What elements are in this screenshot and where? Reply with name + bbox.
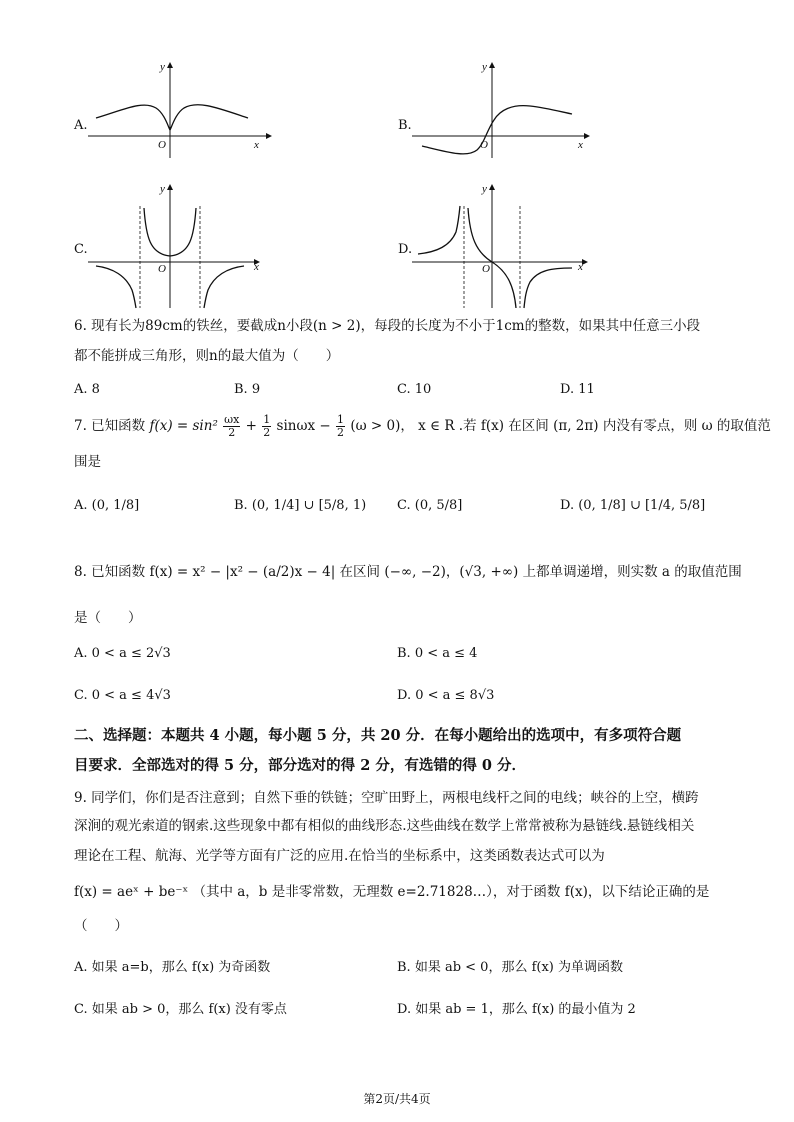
q7-mid: sinωx −	[276, 418, 331, 434]
q7-option-c: C. (0, 5/8]	[397, 498, 463, 513]
q6-line2: 都不能拼成三角形，则n的最大值为（ ）	[74, 348, 340, 364]
q8-option-b: B. 0 < a ≤ 4	[397, 646, 478, 661]
q8-option-d: D. 0 < a ≤ 8√3	[397, 688, 495, 703]
q7-prefix: 7. 已知函数	[74, 418, 146, 434]
q9-line4: f(x) = aeˣ + be⁻ˣ （其中 a，b 是非零常数，无理数 e=2.71828…），对于函数 f(x)，以下结论正确的是	[74, 884, 710, 900]
option-c-label: C.	[74, 242, 88, 257]
q7-frac1: $\frac{\omega x}{2}$	[224, 413, 240, 439]
q9-option-c: C. 如果 ab > 0，那么 f(x) 没有零点	[74, 1002, 287, 1017]
x-axis-label: x	[254, 261, 259, 273]
q9-line2: 深涧的观光索道的钢索.这些现象中都有相似的曲线形态.这些曲线在数学上常常被称为悬链线.悬链线相关	[74, 818, 695, 834]
y-axis-label: y	[482, 61, 487, 73]
origin-label: O	[158, 139, 166, 151]
q8-option-a: A. 0 < a ≤ 2√3	[74, 646, 171, 661]
graph-d	[412, 182, 597, 310]
q8-option-c: C. 0 < a ≤ 4√3	[74, 688, 171, 703]
y-axis-label: y	[160, 183, 165, 195]
q8-line2: 是（ ）	[74, 610, 142, 626]
q7-cond: (ω > 0)， x ∈ R .若 f(x) 在区间 (π, 2π) 内没有零点，则 ω 的取值范	[350, 418, 771, 434]
origin-label: O	[158, 263, 166, 275]
q6-option-a: A. 8	[74, 382, 100, 397]
section2-line1: 二、选择题：本题共 4 小题，每小题 5 分，共 20 分．在每小题给出的选项中，有多项符合题	[74, 727, 682, 744]
option-a-label: A.	[74, 118, 88, 133]
q7-line2: 围是	[74, 454, 101, 470]
q6-option-c: C. 10	[397, 382, 432, 397]
q9-option-b: B. 如果 ab < 0，那么 f(x) 为单调函数	[397, 960, 624, 975]
q7-option-d: D. (0, 1/8] ∪ [1/4, 5/8]	[560, 498, 706, 513]
graph-b	[412, 60, 597, 160]
q9-line3: 理论在工程、航海、光学等方面有广泛的应用.在恰当的坐标系中，这类函数表达式可以为	[74, 848, 605, 864]
q9-line5: （ ）	[74, 918, 128, 934]
origin-label: O	[480, 139, 488, 151]
x-axis-label: x	[578, 261, 583, 273]
q6-line1: 6. 现有长为89cm的铁丝，要截成n小段(n > 2)，每段的长度为不小于1cm的整数，如果其中任意三小段	[74, 318, 701, 334]
q7-plus: +	[245, 418, 257, 434]
y-axis-label: y	[482, 183, 487, 195]
graph-c	[88, 182, 273, 310]
x-axis-label: x	[254, 139, 259, 151]
q7-line1	[74, 414, 771, 439]
q9-line1: 9. 同学们，你们是否注意到；自然下垂的铁链；空旷田野上，两根电线杆之间的电线；峡谷的上空，横跨	[74, 790, 699, 806]
q6-option-b: B. 9	[234, 382, 261, 397]
q9-option-d: D. 如果 ab = 1，那么 f(x) 的最小值为 2	[397, 1002, 636, 1017]
q7-option-b: B. (0, 1/4] ∪ [5/8, 1)	[234, 498, 367, 513]
y-axis-label: y	[160, 61, 165, 73]
x-axis-label: x	[578, 139, 583, 151]
graph-a	[88, 60, 273, 160]
q6-option-d: D. 11	[560, 382, 595, 397]
option-b-label: B.	[398, 118, 412, 133]
option-d-label: D.	[398, 242, 413, 257]
page-footer: 第2页/共4页	[363, 1092, 431, 1106]
q9-option-a: A. 如果 a=b，那么 f(x) 为奇函数	[74, 960, 271, 975]
q7-option-a: A. (0, 1/8]	[74, 498, 140, 513]
origin-label: O	[482, 263, 490, 275]
q7-func: f(x) = sin²	[149, 418, 218, 434]
q8-line1: 8. 已知函数 f(x) = x² − |x² − (a/2)x − 4| 在区间 (−∞, −2)，(√3, +∞) 上都单调递增，则实数 a 的取值范围	[74, 564, 742, 580]
q7-frac2: $\frac{1}{2}$	[263, 413, 271, 439]
section2-line2: 目要求．全部选对的得 5 分，部分选对的得 2 分，有选错的得 0 分．	[74, 757, 527, 774]
q7-frac3: $\frac{1}{2}$	[337, 413, 345, 439]
